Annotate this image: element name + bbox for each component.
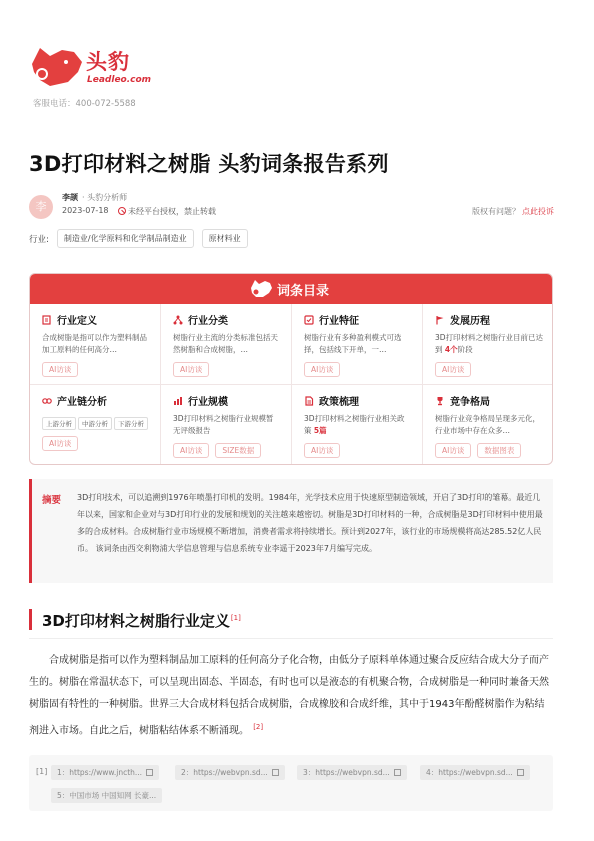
reference-link[interactable] [51,788,162,803]
ai-interview-tag[interactable]: AI访谈 [42,362,78,377]
copy-icon [394,769,401,776]
copy-icon [272,769,279,776]
ai-interview-tag[interactable]: AI访谈 [173,443,209,458]
catalog-item-title: 行业定义 [57,316,97,327]
author-avatar[interactable]: 李 [29,195,53,219]
catalog-item-competitive-landscape[interactable] [423,385,553,465]
abstract-label: 摘要 [42,495,62,506]
catalog-header [30,274,552,304]
catalog-item-title: 发展历程 [450,316,490,327]
catalog-item-industry-scale[interactable] [161,385,292,465]
section-body [29,650,553,742]
copy-icon [517,769,524,776]
hotline-text: 客服电话：400-072-5588 [33,99,136,109]
reprint-notice [118,206,216,217]
reference-link[interactable] [175,765,285,780]
section-divider [29,638,553,639]
classification-icon [173,315,183,325]
document-icon [304,396,314,406]
downstream-tag[interactable]: 下游分析 [114,417,148,430]
ai-interview-tag[interactable]: AI访谈 [173,362,209,377]
upstream-tag[interactable]: 上游分析 [42,417,76,430]
catalog-item-industry-features[interactable] [292,304,423,385]
bar-chart-icon [173,396,183,406]
leopard-logo-icon [28,42,84,90]
abstract-text: 3D打印技术，可以追溯到1976年喷墨打印机的发明。1984年，光学技术应用于快速原型制造领域，开启了3D打印的雏幕。最近几年以来，国家和企业对与3D打印行业的发展和规划的关注越来越密切。树脂是3D打印材料的一种，合成树脂是3D打印材料中使用最多的合成材料。合成树脂行业市场规模不断增加，消费者需求将持续增长。预计到2027年，该行业的市场规模将高达285.52亿人民币。 该词条由西交利物浦大学信息管理与信息系统专业李遥于2023年7月编写完成。 [77,493,543,553]
industry-tag[interactable]: 制造业/化学原料和化学制品制造业 [57,229,194,248]
reference-link[interactable] [420,765,530,780]
catalog-item-text [304,413,412,437]
reference-text: 1：https://www.jncth... [57,768,143,777]
catalog-item-title-row [173,312,281,327]
citation-marker[interactable]: [1] [230,614,241,622]
reprint-notice-text: 未经平台授权，禁止转载 [128,207,216,216]
catalog-item-text: 3D打印材料之树脂行业规模暂无评级报告 [173,414,274,435]
catalog-item-text [435,332,544,356]
author-name[interactable]: 李颉 [62,193,78,202]
catalog-item-title-row [42,312,150,327]
ai-interview-tag[interactable]: AI访谈 [435,443,471,458]
section-title [29,609,241,630]
midstream-tag[interactable]: 中游分析 [78,417,112,430]
stage-count: 4个 [444,345,458,354]
abstract-box [29,479,553,583]
author-org: · 头豹分析师 [82,193,128,202]
forbidden-icon [118,207,126,215]
page-title: 3D打印材料之树脂 头豹词条报告系列 [29,152,389,176]
catalog-item-title-row [304,312,412,327]
catalog-item-title-row [304,393,412,408]
trophy-icon [435,396,445,406]
citation-marker[interactable]: [2] [253,723,264,731]
ai-interview-tag[interactable]: AI访谈 [435,362,471,377]
features-icon [304,315,314,325]
section-body-text: 合成树脂是指可以作为塑料制品加工原料的任何高分子化合物，由低分子原料单体通过聚合反应结合成大分子而产生的。树脂在常温状态下，可以呈现出固态、半固态，有时也可以是液态的有机聚合物，合成树脂是一种同时兼备天然树脂固有特性的一种树脂。世界三大合成材料包括合成树脂，合成橡胶和合成纤维，其中于1943年酚醛树脂作为粘结剂进入市场。自此之后，树脂粘结体系不断涌现。 [29,655,549,737]
catalog-item-industry-classification[interactable] [161,304,292,385]
references-box [29,755,553,811]
chain-icon [42,396,52,406]
reference-text: 3：https://webvpn.sd... [303,768,390,777]
reference-index: [1] [36,767,48,776]
copyright-question: 版权有问题？ [472,207,520,216]
catalog-item-policy-review[interactable] [292,385,423,465]
complaint-link[interactable]: 点此投诉 [522,207,554,216]
reference-text: 2：https://webvpn.sd... [181,768,268,777]
reference-text: 5：中国市场 中国知网 长豪... [57,791,157,800]
catalog-item-text: 树脂行业有多种盈利模式可选择，包括线下开单，一… [304,333,402,354]
ai-interview-tag[interactable]: AI访谈 [304,443,340,458]
catalog-item-text: 树脂行业主流的分类标准包括天然树脂和合成树脂，… [173,333,278,354]
catalog-item-text-part: 阶段 [457,345,473,354]
author-line [62,192,127,203]
catalog-title: 词条目录 [277,284,330,299]
catalog-item-text-part: 3D打印材料之树脂行业相关政策 [304,414,405,435]
data-chart-tag[interactable]: 数据图表 [477,443,521,458]
catalog-item-title: 产业链分析 [57,397,107,408]
catalog-grid [30,304,553,465]
ai-interview-tag[interactable]: AI访谈 [42,436,78,451]
catalog-item-title-row [435,312,544,327]
industry-row [29,229,248,248]
catalog-item-text: 合成树脂是指可以作为塑料制品加工原料的任何高分… [42,333,147,354]
reference-link[interactable] [297,765,407,780]
copyright-complaint [472,206,554,217]
catalog-item-industry-chain[interactable] [30,385,161,465]
catalog-item-title: 政策梳理 [319,397,359,408]
catalog-item-title-row [173,393,281,408]
chain-subtags [42,411,150,430]
catalog-item-title: 行业特征 [319,316,359,327]
reference-text: 4：https://webvpn.sd... [426,768,513,777]
catalog-item-text: 树脂行业竞争格局呈现多元化，行业市场中存在众多… [435,414,540,435]
catalog-item-title-row [42,393,150,408]
copy-icon [146,769,153,776]
catalog-item-development-history[interactable] [423,304,553,385]
policy-count: 5篇 [313,426,327,435]
logo-domain: Leadleo.com [87,75,152,85]
catalog-item-title: 竞争格局 [450,397,490,408]
catalog-item-industry-definition[interactable] [30,304,161,385]
reference-link[interactable] [51,765,159,780]
industry-tag[interactable]: 原材料业 [202,229,248,248]
leopard-icon [249,277,273,301]
catalog-item-title: 行业分类 [188,316,228,327]
size-data-tag[interactable]: SIZE数据 [215,443,261,458]
logo-text: 头豹 [86,50,130,74]
catalog-item-title: 行业规模 [188,397,228,408]
edit-icon [42,315,52,325]
publish-date: 2023-07-18 [62,206,109,215]
catalog-item-title-row [435,393,544,408]
flag-icon [435,315,445,325]
leadleo-logo[interactable] [28,42,152,92]
industry-label: 行业: [29,234,49,245]
catalog-panel [29,273,553,465]
section-title-text: 3D打印材料之树脂行业定义 [42,612,230,630]
ai-interview-tag[interactable]: AI访谈 [304,362,340,377]
catalog-item-text-part: 3D打印材料之树脂行业目前已达到 [435,333,544,354]
